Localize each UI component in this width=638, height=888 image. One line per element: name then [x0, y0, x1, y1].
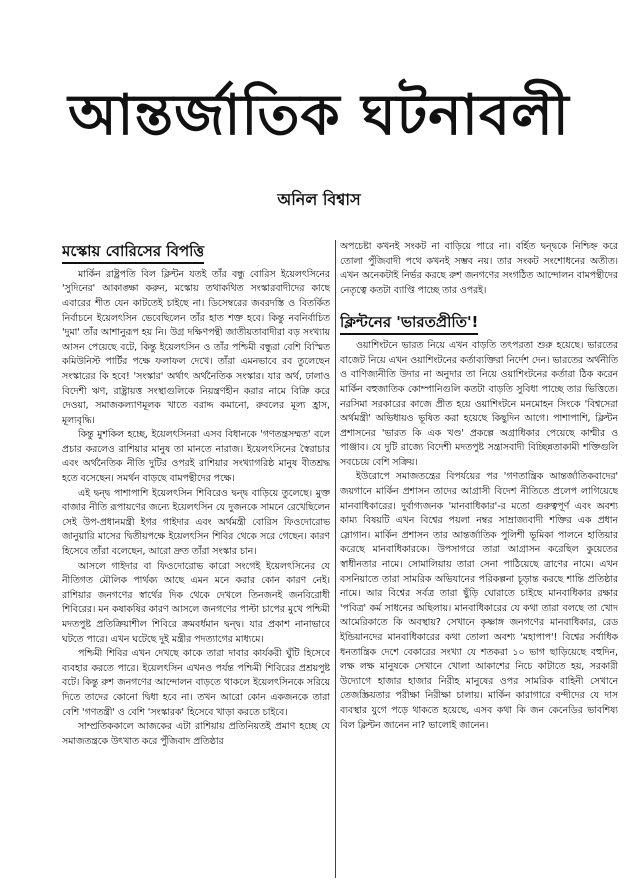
article-paragraph: মার্কিন রাষ্ট্রপতি বিল ক্লিন্টন যতই তাঁর বন্ধু বোরিস ইয়েলৎসিনের 'সুদিনের' আকাঙ্ক্ষা করুন, মস্কোয় তথাকথিত সংস্কারবাদীদের কাছে এবারের শীত যেন কাটতেই চাইছে না। ডিসেম্বরের জবরদস্তি ও বিতর্কিত নির্বাচনে ইয়েলৎসিন ভেবেছিলেন তাঁর হাত শক্ত হবে। কিন্তু নবনির্বাচিত 'দুমা' তাঁর আশানুরূপ হয় নি। উগ্র দক্ষিণপন্থী জাতীয়তাবাদীরা বড় সংখ্যায় আসন পেয়েছে বটে, কিন্তু ইয়েলৎসিন ও তাঁর পশ্চিমী বন্ধুরা বেশি বিস্মিত কমিউনিস্ট পার্টির পক্ষে ফলাফল দেখে। তাঁরা এমনভাবে রব তুলেছেন সংস্কারের কি হবে! 'সংস্কার' অর্থাৎ অর্থনৈতিক সংস্কার। যার অর্থ, ঢালাও বিদেশী ঋণ, রাষ্ট্রায়ত্ত সংস্থাগুলিকে নিয়ন্ত্রণহীন করার নামে বিক্রি করে দেওয়া, সমাজকল্যাণমূলক খাতে বরাদ্দ কমানো, রুবলের মূল্য হ্রাস, মূল্যবৃদ্ধি।	[62, 268, 330, 426]
left-column	[62, 240, 330, 880]
article-paragraph: সাম্প্রতিককালে আজকের এটা রাশিয়ায় প্রতিনিয়তই প্রমাণ হচ্ছে যে সমাজতন্ত্রকে উৎখাত করে পুঁজিবাদ প্রতিষ্ঠার	[62, 721, 330, 747]
article-paragraph: অপচেষ্টা কখনই সংকট না বাড়িয়ে পারে না। বর্হিত দ্বন্দ্বকে নিশ্চিহ্ন করে তোলা পুঁজিবাদী পথে কখনই সম্ভব নয়। তার সংকট সংশোধনের অতীত। এখন অনেকটাই নির্ভর করছে রুশ জনগণের সংগঠিত আন্দোলন বামপন্থীদের নেতৃত্বে কতটা ব্যাপ্তি পাচ্ছে তার ওপরই।	[340, 241, 618, 296]
article-paragraph: ওয়াশিংটনে ভারত নিয়ে এখন বাড়তি তৎপরতা শুরু হয়েছে। ভারতের বাজেট নিয়ে এখন ওয়াশিংটনের কর্তাব্যক্তিরা নির্দেশ দেন। ভারতের অর্থনীতি ও বাণিজ্যনীতি উদার না অনুদার তা নিয়ে ওয়াশিংটনের কর্তারা ঠিক করেন মার্কিন বহুজাতিক কোম্পানিগুলি কতটা বাড়তি সুবিধা পাচ্ছে তার ভিত্তিতে। নরসিমা সরকারের কাজে প্রীত হয়ে ওয়াশিংটনে মনমোহন সিংকে 'বিশ্বসেরা অর্থমন্ত্রী' অভিধায়ও ভূষিত করা হয়েছে কিছুদিন আগে। পাশাপাশি, ক্লিন্টন প্রশাসনের 'ভারত কি এক খণ্ড' প্রকল্পে অগ্রাধিকার পেয়েছে কাশ্মীর ও পাঞ্জাব। যে দুটি রাজ্যে বিদেশী মদতপুষ্ট সন্ত্রাসবাদী বিচ্ছিন্নতাকামী শক্তিগুলি সবচেয়ে বেশি সক্রিয়।	[340, 340, 618, 468]
author-byline: অনিল বিশ্বাস	[277, 190, 361, 209]
column-divider	[335, 240, 336, 878]
page-title: আন্তর্জাতিক ঘটনাবলী	[68, 82, 570, 148]
right-column	[340, 240, 618, 880]
section-title-moscow: মস্কোয় বোরিসের বিপত্তি	[62, 242, 204, 264]
article-paragraph: আসলে গাইদার বা ফিওদোরোভ কারো সংগেই ইয়েলৎসিনের যে নীতিগত মৌলিক পার্থক্য আছে এমন মনে করার কোন কারণ নেই। রাশিয়ার জনগণের স্বার্থের দিক থেকে দেখলে তিনজনই জনবিরোধী শিবিরের। মন কষাকষির কারণ আসলে জনগণের পাল্টা চাপের মুখে পশ্চিমী মদতপুষ্ট প্রতিক্রিয়াশীল শিবিরে ক্রমবর্ধমান দ্বন্দ্ব। যার প্রকাশ নানাভাবে ঘটতে পারে। এখন ঘটেছে দুই মন্ত্রীর পদত্যাগের মাধ্যমে।	[62, 560, 330, 645]
article-paragraph: পশ্চিমী শিবির এখন দেখছে কাকে তারা দাবার কার্যকরী ঘুঁটি হিসেবে ব্যবহার করতে পারে। ইয়েলৎসিন এখনও পর্যন্ত পশ্চিমী শিবিরের প্রশ্রয়পুষ্ট বটে। কিন্তু রুশ জনগণের আন্দোলন বাড়তে থাকলে ইয়েলৎসিনকে সরিয়ে দিতে তাদের কোনো দ্বিধা হবে না। তখন আরো কোন একজনকে তারা বেশি 'গণতন্ত্রী' ও বেশি 'সংস্কারক' হিসেবে খাড়া করতে চাইবে।	[62, 648, 330, 718]
article-paragraph: এই দ্বন্দ্ব পাশাপাশি ইয়েলৎসিন শিবিরেও দ্বন্দ্ব বাড়িয়ে তুলেছে। মুক্ত বাজার নীতি রূপায়ণের জন্যে ইয়েলৎসিন যে দুজনকে সামনে রেখেছিলেন সেই উপ-প্রধানমন্ত্রী ইগর গাইদার এবং অর্থমন্ত্রী বোরিস ফিওদোরোভ জানুয়ারি মাসের দ্বিতীয়পক্ষে ইয়েলৎসিন শিবির থেকে সরে গেছেন। কারণ হিসেবে তাঁরা বলেছেন, আরো দ্রুত তাঁরা সংস্কার চান।	[62, 487, 330, 558]
article-paragraph: ইউরোপে সমাজতন্ত্রের বিপর্যয়ের পর 'গণতান্ত্রিক আন্তর্জাতিকবাদের' জয়গানে মার্কিন প্রশাসন তাদের আগ্রাসী বিদেশ নীতিতে প্রলেপ লাগিয়েছে মানবাধিকারের। দুর্বাগ্যজনক 'মানবাধিকার'-র মতো গুরুত্বপূর্ণ এবং অবশ্য কাম্য বিষয়টি এখন বিশ্বের পয়লা নম্বর সাম্রাজ্যবাদী শক্তির এক প্রধান স্লোগান। মার্কিন প্রশাসন তার আন্তর্জাতিক পুলিশী ভূমিকা পালনে হাতিয়ার করেছে মানবাধিকারকে। উপসাগরে তারা আগ্রাসন করেছিল কুয়েতের স্বাধীনতার নামে। সোমালিয়ায় তারা সেনা পাঠিয়েছে ত্রাণের নামে। এখন বসনিয়াতে তারা সামরিক অভিযানের পরিকল্পনা চূড়ান্ত করছে শান্তি প্রতিষ্ঠার নামে। আর বিশ্বের সর্বত্র তারা ছুঁড়ি ঘোরাতে চাইছে মানবাধিকার রক্ষার 'পবিত্র' কর্ম সাধনের অছিলায়। মানবাধিকারের যে কথা তারা বলছে তা খোদ আমেরিকাতে কি অবস্থায়? সেখানে কৃষ্ণাঙ্গ জনগণের মানবাধিকার, রেড ইন্ডিয়ানদের মানবাধিকারের কথা তোলা অবশ্য 'মহাপাপ'! বিশ্বের সর্বাধিক ধনতান্ত্রিক দেশে বেকারের সংখ্যা যে শতকরা ১০ ভাগ ছাড়িয়েছে বহুদিন, লক্ষ লক্ষ মানুষকে সেখানে খোলা আকাশের নিচে কাটাতে হয়, সরকারী উদ্যোগে হাজার হাজার নিরীহ মানুষের ওপর সামরিক বাহিনী সেখানে তেজস্ক্রিয়তার পরীক্ষা নিরীক্ষা চালায়। মার্কিন কারাগারে বন্দীদের যে দাস ব্যবস্থার যুগে পড়ে থাকতে হয়েছে, এসব কথা কি জন কেনেডির ভাবশিষ্য বিল ক্লিন্টন জানেন না? ভালোই জানেন।	[340, 471, 618, 731]
section-spacer	[340, 298, 618, 312]
article-paragraph: কিন্তু মুশকিল হচ্ছে, ইয়েলৎসিনরা এসব বিধানকে 'গণতন্ত্রসম্মত' বলে প্রচার করলেও রাশিয়ার মানুষ তা মানতে নারাজ। ইয়েলৎসিনের স্বৈরাচার এবং অর্থনৈতিক নীতি দুটির ওপরই রাশিয়ার সংখ্যাগরিষ্ঠ মানুষ বীতশ্রদ্ধ হতে বসেছেন। সমর্থন বাড়ছে বামপন্থীদের পক্ষে।	[62, 429, 330, 485]
section-title-clinton: ক্লিন্টনের 'ভারতপ্রীতি'!	[340, 313, 478, 335]
